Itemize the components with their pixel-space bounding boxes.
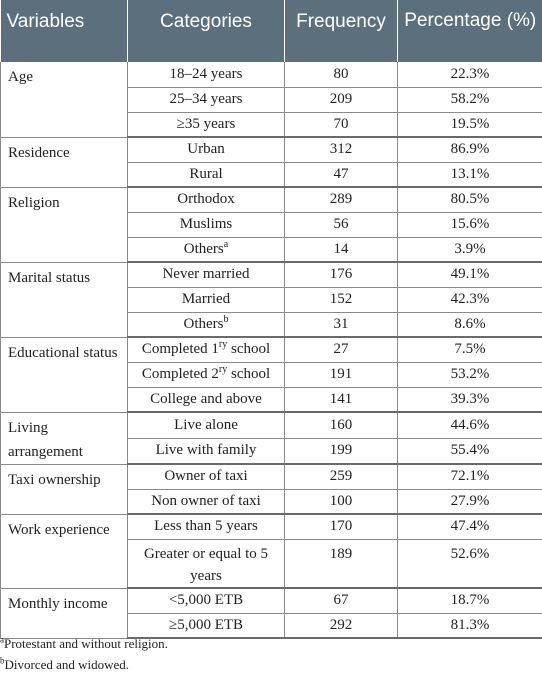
category-cell: Live alone [128,412,285,438]
footnote-mark: b [224,314,229,325]
category-cell: Rural [128,162,285,187]
percentage-cell: 18.7% [398,588,542,613]
percentage-cell: 13.1% [398,162,542,187]
percentage-cell: 58.2% [398,87,542,112]
category-text: Others [184,316,224,332]
frequency-cell: 47 [285,162,398,187]
category-text: Completed 1 [142,341,219,357]
frequency-cell: 170 [285,514,398,539]
frequency-cell: 27 [285,337,398,362]
frequency-cell: 289 [285,187,398,212]
variable-label: Residence [1,137,128,187]
category-cell [128,237,285,262]
footnote-text: Divorced and widowed. [5,657,130,672]
percentage-cell: 44.6% [398,412,542,438]
frequency-cell: 31 [285,312,398,337]
percentage-cell: 80.5% [398,187,542,212]
category-cell: College and above [128,387,285,412]
percentage-cell: 22.3% [398,62,542,87]
percentage-cell: 3.9% [398,237,542,262]
category-text: school [227,341,270,357]
category-cell: Less than 5 years [128,514,285,539]
table-row [1,514,542,539]
variable-label: Marital status [1,262,128,337]
footnote-a [0,633,168,654]
category-text: Others [184,241,224,257]
category-cell: 18–24 years [128,62,285,87]
percentage-cell: 8.6% [398,312,542,337]
frequency-cell: 160 [285,412,398,438]
percentage-cell: 81.3% [398,613,542,638]
percentage-cell: 27.9% [398,489,542,514]
variable-label: Taxi ownership [1,464,128,514]
category-cell [128,312,285,337]
category-text: Completed 2 [142,366,219,382]
footnote-text: Protestant and without religion. [4,636,168,651]
percentage-cell: 7.5% [398,337,542,362]
percentage-cell: 52.6% [398,539,542,588]
table-row [1,137,542,162]
percentage-cell: 72.1% [398,464,542,489]
table-row [1,588,542,613]
table-row [1,62,542,87]
frequency-cell: 141 [285,387,398,412]
category-cell: ≥35 years [128,112,285,137]
variable-label: Monthly income [1,588,128,638]
percentage-cell: 86.9% [398,137,542,162]
category-cell: Owner of taxi [128,464,285,489]
footnote-b [0,654,168,675]
table-row [1,412,542,438]
frequency-cell: 176 [285,262,398,287]
table-row [1,337,542,362]
frequency-cell: 14 [285,237,398,262]
frequency-cell: 312 [285,137,398,162]
frequency-cell: 80 [285,62,398,87]
category-cell: Non owner of taxi [128,489,285,514]
frequency-cell: 152 [285,287,398,312]
category-cell: Live with family [128,438,285,464]
header-variables: Variables [1,0,128,62]
percentage-cell: 49.1% [398,262,542,287]
header-frequency: Frequency [285,0,398,62]
variable-label: Age [1,62,128,137]
percentage-cell: 15.6% [398,212,542,237]
ordinal-suffix: ry [219,364,227,375]
frequency-cell: 67 [285,588,398,613]
category-cell: Orthodox [128,187,285,212]
variable-label: Religion [1,187,128,262]
variable-label: Living arrangement [1,412,128,464]
header-percentage: Percentage (%) [398,0,542,62]
category-cell: Urban [128,137,285,162]
percentage-cell: 39.3% [398,387,542,412]
frequency-cell: 209 [285,87,398,112]
frequency-cell: 100 [285,489,398,514]
category-cell: Never married [128,262,285,287]
category-cell: Greater or equal to 5 years [128,539,285,588]
footnote-mark: a [224,239,228,250]
header-categories: Categories [128,0,285,62]
footnote-mark: b [0,656,5,666]
ordinal-suffix: ry [219,339,227,350]
category-text: school [227,366,270,382]
percentage-cell: 42.3% [398,287,542,312]
table-footnotes [0,633,168,675]
percentage-cell: 53.2% [398,362,542,387]
frequency-cell: 56 [285,212,398,237]
category-cell: Muslims [128,212,285,237]
frequency-cell: 70 [285,112,398,137]
variable-label: Work experience [1,514,128,588]
frequency-cell: 199 [285,438,398,464]
footnote-mark: a [0,635,4,645]
frequency-cell: 189 [285,539,398,588]
percentage-cell: 19.5% [398,112,542,137]
table-row [1,464,542,489]
frequency-cell: 259 [285,464,398,489]
percentage-cell: 55.4% [398,438,542,464]
category-cell: 25–34 years [128,87,285,112]
category-cell: Married [128,287,285,312]
frequency-cell: 292 [285,613,398,638]
category-cell [128,337,285,362]
category-cell: <5,000 ETB [128,588,285,613]
table-header [1,0,542,62]
percentage-cell: 47.4% [398,514,542,539]
table-row [1,262,542,287]
category-cell: ≥5,000 ETB [128,613,285,638]
category-cell [128,362,285,387]
variable-label: Educational status [1,337,128,412]
frequency-cell: 191 [285,362,398,387]
table-row [1,187,542,212]
